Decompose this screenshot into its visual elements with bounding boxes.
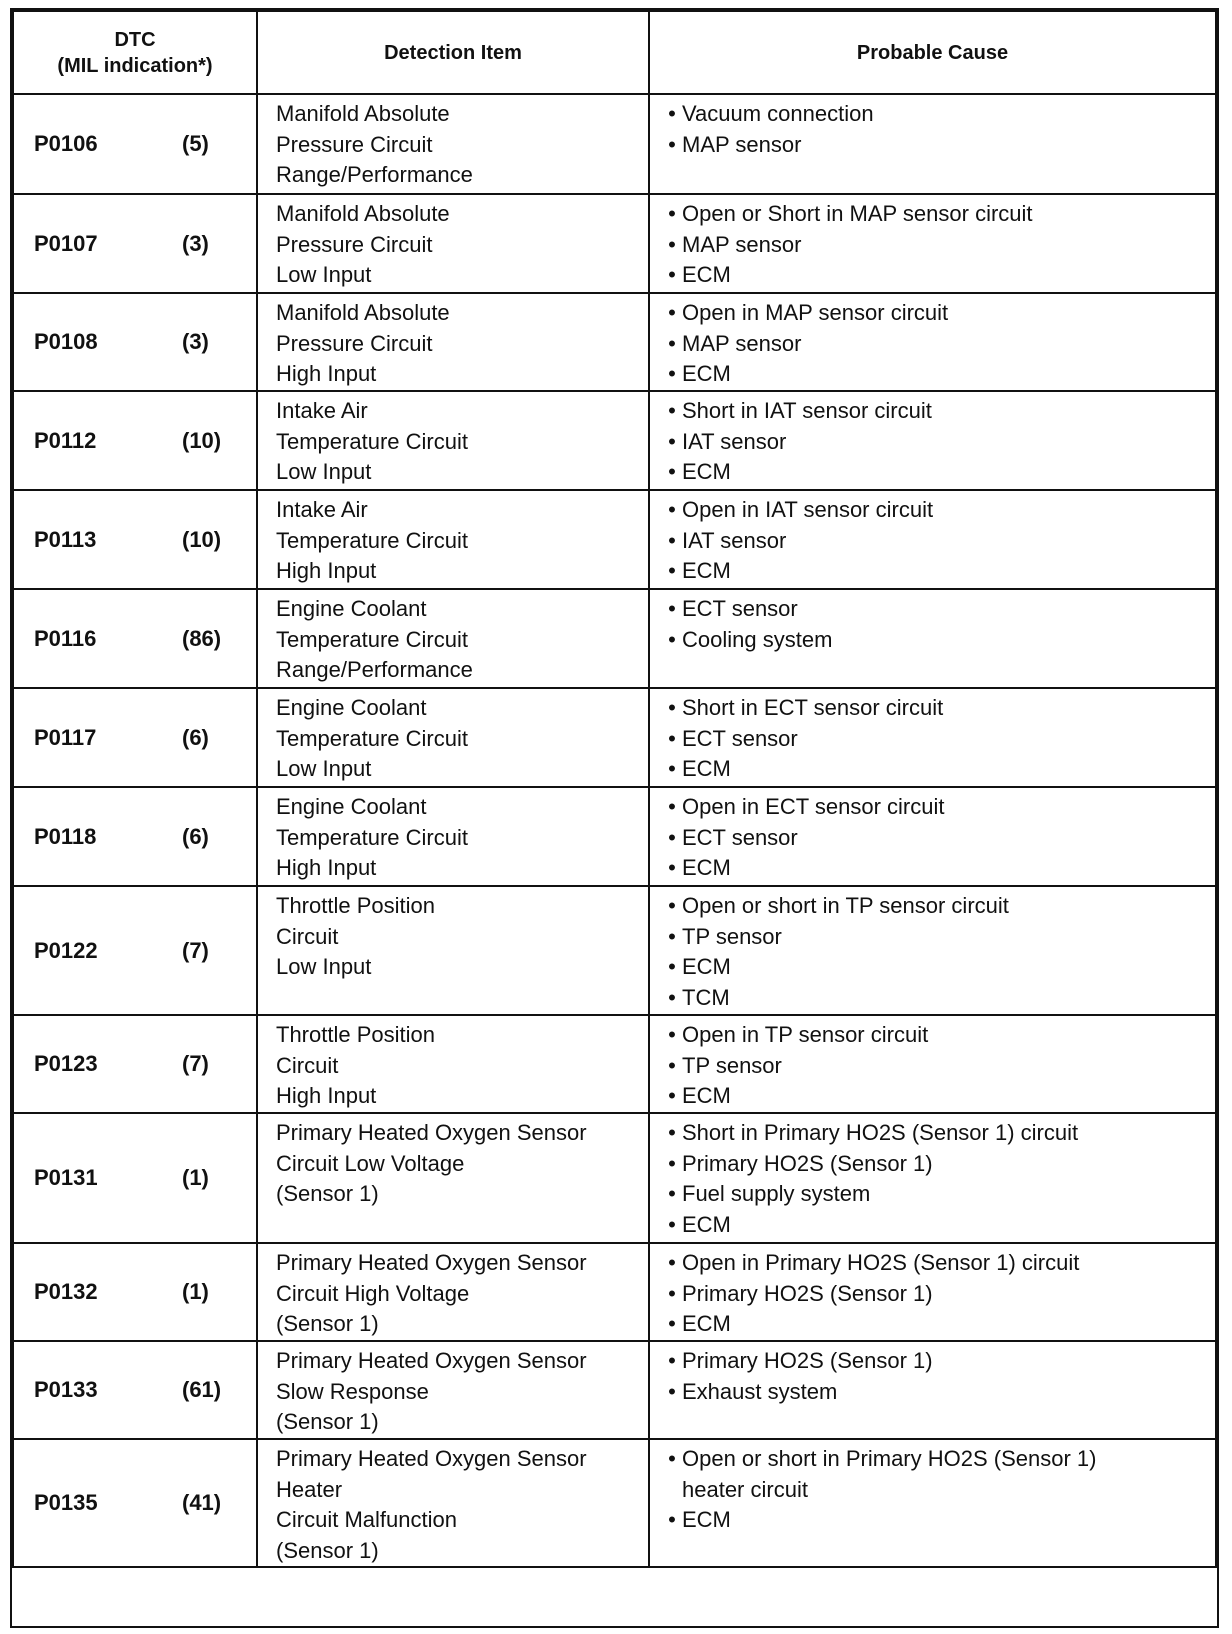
dtc-cell	[13, 688, 257, 787]
detection-item-line: Primary Heated Oxygen Sensor	[276, 1120, 587, 1145]
probable-cause-item: • TP sensor	[662, 1051, 1215, 1082]
detection-item-line: (Sensor 1)	[276, 1311, 379, 1336]
table-row	[13, 1015, 1216, 1113]
detection-item-cell	[257, 589, 649, 688]
detection-item-line: Circuit Malfunction	[276, 1507, 457, 1532]
detection-item-cell	[257, 1439, 649, 1567]
table-row	[13, 94, 1216, 194]
table-header-row	[13, 11, 1216, 94]
probable-cause-item: • IAT sensor	[662, 526, 1215, 557]
probable-cause-item: • ECT sensor	[662, 594, 1215, 625]
dtc-code: P0135	[34, 1489, 98, 1515]
detection-item-line: Manifold Absolute	[276, 300, 450, 325]
probable-cause-item: • ECM	[662, 754, 1215, 785]
dtc-cell	[13, 293, 257, 391]
detection-item-line: Temperature Circuit	[276, 626, 468, 652]
dtc-code: P0107	[34, 230, 98, 256]
detection-item-line: Manifold Absolute	[276, 101, 450, 126]
dtc-cell	[13, 1113, 257, 1243]
dtc-cell	[13, 1243, 257, 1341]
table-row	[13, 688, 1216, 787]
mil-indication: (61)	[182, 1376, 222, 1402]
probable-cause-item: • Open or Short in MAP sensor circuit	[662, 199, 1215, 230]
dtc-cell	[13, 1341, 257, 1439]
probable-cause-item: • ECM	[662, 1081, 1215, 1112]
detection-item-cell	[257, 293, 649, 391]
detection-item-line: High Input	[276, 855, 377, 880]
probable-cause-cell	[649, 1243, 1216, 1341]
mil-indication: (3)	[182, 230, 209, 256]
header-detection-item: Detection Item	[257, 11, 649, 94]
dtc-code: P0117	[34, 724, 97, 750]
table-row	[13, 490, 1216, 589]
detection-item-line: High Input	[276, 361, 377, 386]
dtc-code: P0116	[34, 625, 97, 651]
probable-cause-item: • IAT sensor	[662, 427, 1215, 458]
dtc-code: P0118	[34, 823, 97, 849]
detection-item-line: Primary Heated Oxygen Sensor	[276, 1250, 587, 1275]
detection-item-cell	[257, 94, 649, 194]
detection-item-line: Engine Coolant	[276, 794, 427, 819]
probable-cause-item: • ECM	[662, 1505, 1215, 1536]
probable-cause-item: • TCM	[662, 983, 1215, 1014]
table-row	[13, 194, 1216, 293]
dtc-code: P0113	[34, 526, 97, 552]
detection-item-cell	[257, 391, 649, 490]
dtc-code: P0108	[34, 328, 98, 354]
probable-cause-item: • Primary HO2S (Sensor 1)	[662, 1346, 1215, 1377]
detection-item-line: (Sensor 1)	[276, 1409, 379, 1434]
dtc-code: P0123	[34, 1050, 98, 1076]
detection-item-line: Primary Heated Oxygen Sensor	[276, 1446, 587, 1471]
dtc-cell	[13, 787, 257, 886]
detection-item-cell	[257, 886, 649, 1015]
probable-cause-cell	[649, 1439, 1216, 1567]
detection-item-line: High Input	[276, 1083, 377, 1108]
probable-cause-item: • ECM	[662, 1210, 1215, 1241]
detection-item-line: Temperature Circuit	[276, 428, 468, 454]
detection-item-line: Circuit High Voltage	[276, 1280, 470, 1306]
mil-indication: (10)	[182, 427, 222, 453]
probable-cause-item: • ECM	[662, 952, 1215, 983]
probable-cause-item: • Cooling system	[662, 625, 1215, 656]
detection-item-line: Circuit Low Voltage	[276, 1150, 465, 1176]
probable-cause-item: • Open in TP sensor circuit	[662, 1020, 1215, 1051]
probable-cause-item: • MAP sensor	[662, 329, 1215, 360]
detection-item-cell	[257, 1341, 649, 1439]
detection-item-line: Engine Coolant	[276, 596, 427, 621]
probable-cause-cell	[649, 194, 1216, 293]
detection-item-line: Intake Air	[276, 398, 368, 423]
detection-item-line: Primary Heated Oxygen Sensor	[276, 1348, 587, 1373]
probable-cause-cell	[649, 293, 1216, 391]
dtc-cell	[13, 589, 257, 688]
detection-item-line: Throttle Position	[276, 1022, 435, 1047]
dtc-code: P0131	[34, 1164, 98, 1190]
dtc-code: P0106	[34, 130, 98, 156]
mil-indication: (10)	[182, 526, 222, 552]
dtc-cell	[13, 391, 257, 490]
probable-cause-cell	[649, 391, 1216, 490]
dtc-cell	[13, 1015, 257, 1113]
probable-cause-item: • MAP sensor	[662, 130, 1215, 161]
probable-cause-item: • Short in IAT sensor circuit	[662, 396, 1215, 427]
dtc-table	[12, 10, 1217, 1568]
table-row	[13, 1439, 1216, 1567]
probable-cause-item: • ECT sensor	[662, 724, 1215, 755]
detection-item-line: Low Input	[276, 756, 372, 781]
mil-indication: (5)	[182, 130, 209, 156]
mil-indication: (1)	[182, 1278, 209, 1304]
probable-cause-cell	[649, 1113, 1216, 1243]
table-row	[13, 589, 1216, 688]
detection-item-line: High Input	[276, 558, 377, 583]
table-row	[13, 886, 1216, 1015]
dtc-cell	[13, 1439, 257, 1567]
detection-item-cell	[257, 1243, 649, 1341]
probable-cause-cell	[649, 1341, 1216, 1439]
dtc-cell	[13, 194, 257, 293]
probable-cause-item: • Open in MAP sensor circuit	[662, 298, 1215, 329]
mil-indication: (3)	[182, 328, 209, 354]
probable-cause-item: • Open or short in TP sensor circuit	[662, 891, 1215, 922]
probable-cause-item: • ECM	[662, 1309, 1215, 1340]
probable-cause-item: • ECM	[662, 457, 1215, 488]
probable-cause-item: • Primary HO2S (Sensor 1)	[662, 1149, 1215, 1180]
detection-item-cell	[257, 688, 649, 787]
probable-cause-cell	[649, 886, 1216, 1015]
detection-item-line: Intake Air	[276, 497, 368, 522]
detection-item-line: Low Input	[276, 262, 372, 287]
probable-cause-item: • ECT sensor	[662, 823, 1215, 854]
header-dtc-subtitle: (MIL indication*)	[57, 54, 213, 77]
probable-cause-cell	[649, 787, 1216, 886]
dtc-code: P0122	[34, 937, 98, 963]
probable-cause-item: • Open in Primary HO2S (Sensor 1) circuit	[662, 1248, 1215, 1279]
detection-item-line: Pressure Circuit	[276, 131, 433, 157]
table-row	[13, 1113, 1216, 1243]
probable-cause-item: • Short in ECT sensor circuit	[662, 693, 1215, 724]
detection-item-line: Slow Response	[276, 1378, 429, 1404]
mil-indication: (7)	[182, 937, 209, 963]
detection-item-line: Low Input	[276, 459, 372, 484]
probable-cause-cell	[649, 688, 1216, 787]
mil-indication: (41)	[182, 1489, 222, 1515]
probable-cause-item: • ECM	[662, 853, 1215, 884]
probable-cause-cell	[649, 490, 1216, 589]
probable-cause-item: • TP sensor	[662, 922, 1215, 953]
header-dtc-title: DTC	[114, 28, 156, 51]
probable-cause-item: • Fuel supply system	[662, 1179, 1215, 1210]
table-row	[13, 293, 1216, 391]
header-probable-cause: Probable Cause	[649, 11, 1216, 94]
dtc-cell	[13, 94, 257, 194]
dtc-code: P0112	[34, 427, 97, 453]
dtc-code: P0133	[34, 1376, 98, 1402]
probable-cause-item: • Primary HO2S (Sensor 1)	[662, 1279, 1215, 1310]
probable-cause-text-continued: heater circuit	[682, 1476, 808, 1502]
probable-cause-cell	[649, 94, 1216, 194]
dtc-code: P0132	[34, 1278, 98, 1304]
probable-cause-item: • ECM	[662, 260, 1215, 291]
probable-cause-item: • Vacuum connection	[662, 99, 1215, 130]
table-row	[13, 391, 1216, 490]
probable-cause-item: • MAP sensor	[662, 230, 1215, 261]
detection-item-line: Range/Performance	[276, 657, 473, 682]
probable-cause-item: • Open in IAT sensor circuit	[662, 495, 1215, 526]
detection-item-cell	[257, 1113, 649, 1243]
table-row	[13, 1341, 1216, 1439]
probable-cause-item: • Open in ECT sensor circuit	[662, 792, 1215, 823]
header-dtc	[13, 11, 257, 94]
probable-cause-cell	[649, 589, 1216, 688]
table-row	[13, 787, 1216, 886]
probable-cause-cell	[649, 1015, 1216, 1113]
probable-cause-item	[662, 1444, 1215, 1505]
detection-item-line: Temperature Circuit	[276, 725, 468, 751]
detection-item-line: Heater	[276, 1476, 343, 1502]
detection-item-line: (Sensor 1)	[276, 1537, 379, 1563]
detection-item-line: Circuit	[276, 1052, 339, 1078]
dtc-cell	[13, 886, 257, 1015]
detection-item-line: Low Input	[276, 954, 372, 979]
detection-item-line: Engine Coolant	[276, 695, 427, 720]
detection-item-cell	[257, 194, 649, 293]
dtc-table-page	[10, 8, 1219, 1628]
detection-item-line: Circuit	[276, 923, 339, 949]
probable-cause-item: • ECM	[662, 556, 1215, 587]
probable-cause-item: • Exhaust system	[662, 1377, 1215, 1408]
detection-item-line: Pressure Circuit	[276, 231, 433, 257]
detection-item-cell	[257, 787, 649, 886]
dtc-cell	[13, 490, 257, 589]
detection-item-line: Temperature Circuit	[276, 527, 468, 553]
detection-item-cell	[257, 490, 649, 589]
detection-item-line: Pressure Circuit	[276, 330, 433, 356]
detection-item-line: Range/Performance	[276, 162, 473, 187]
probable-cause-text: Open or short in Primary HO2S (Sensor 1)	[682, 1446, 1097, 1471]
detection-item-cell	[257, 1015, 649, 1113]
probable-cause-item: • ECM	[662, 359, 1215, 390]
detection-item-line: (Sensor 1)	[276, 1181, 379, 1206]
probable-cause-item: • Short in Primary HO2S (Sensor 1) circuit	[662, 1118, 1215, 1149]
mil-indication: (7)	[182, 1050, 209, 1076]
detection-item-line: Manifold Absolute	[276, 201, 450, 226]
mil-indication: (6)	[182, 823, 209, 849]
mil-indication: (1)	[182, 1164, 209, 1190]
mil-indication: (86)	[182, 625, 222, 651]
detection-item-line: Temperature Circuit	[276, 824, 468, 850]
detection-item-line: Throttle Position	[276, 893, 435, 918]
mil-indication: (6)	[182, 724, 209, 750]
table-row	[13, 1243, 1216, 1341]
